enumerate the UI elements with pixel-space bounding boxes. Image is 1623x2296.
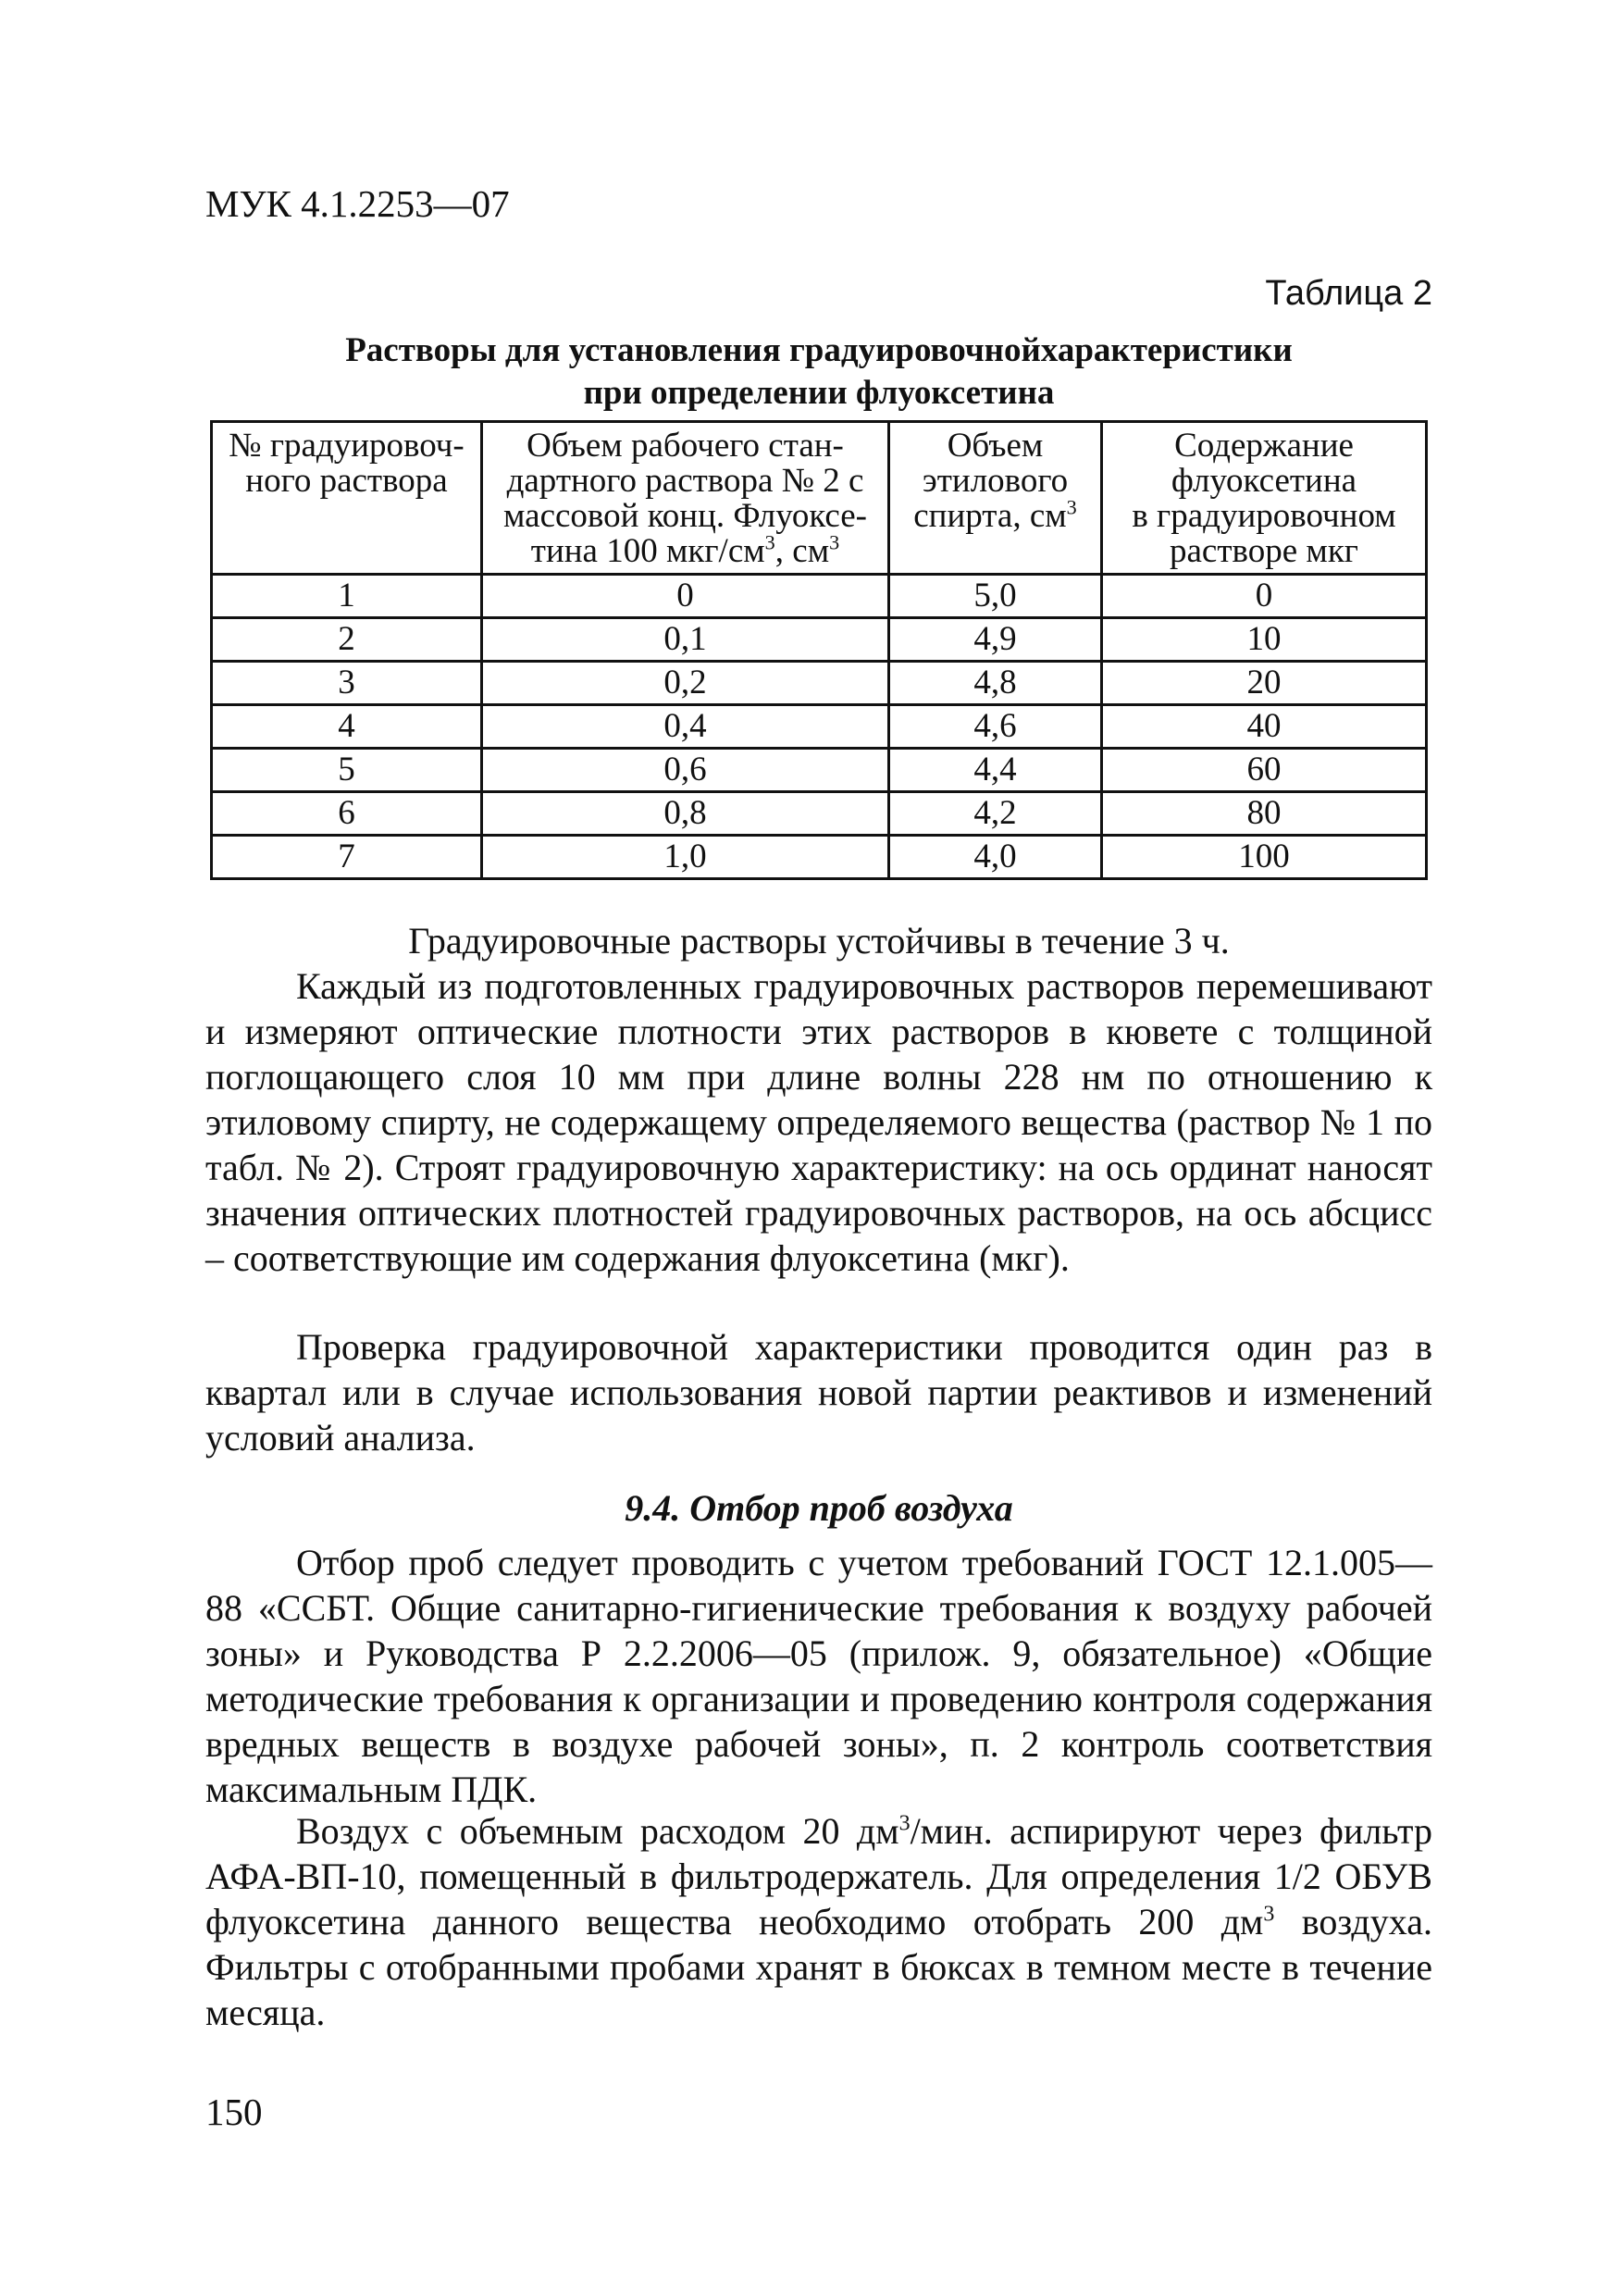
table-cell: 60: [1102, 749, 1427, 792]
table-cell: 1,0: [482, 836, 889, 879]
section-title: 9.4. Отбор проб воздуха: [625, 1487, 1013, 1529]
table-cell: 4,9: [889, 618, 1102, 662]
table-cell: 10: [1102, 618, 1427, 662]
table-cell: 6: [212, 792, 482, 836]
table-cell: 7: [212, 836, 482, 879]
table-label: Таблица 2: [1265, 274, 1432, 313]
paragraph-sampling-requirements: Отбор проб следует проводить с учетом требований ГОСТ 12.1.005—88 «ССБТ. Общие санитарно-гигиенические требования к воздуху рабочей зоны» и Руководства Р 2.2.2006—05 (прилож. 9, обязательное) «Общие методические требования к организации и проведению контроля содержания вредных веществ в воздухе рабочей зоны», п. 2 контроль соответствия максимальным ПДК.: [205, 1542, 1432, 1810]
document-code: МУК 4.1.2253—07: [205, 182, 510, 225]
table-cell: 4,4: [889, 749, 1102, 792]
header-ethanol-volume: Объем этилового спирта, $см^3$: [889, 422, 1102, 575]
table-cell: 80: [1102, 792, 1427, 836]
header-fluoxetine-content: Содержание флуоксетина в градуировочном растворе мкг: [1102, 422, 1427, 575]
page-number: 150: [205, 2091, 263, 2133]
header-standard-volume: Объем рабочего стан- дартного раствора № 2 с массовой конц. Флуоксе- тина 100 мкг/$см^3$, $см^3$: [482, 422, 889, 575]
table-row: [212, 618, 1427, 662]
table-cell: 5,0: [889, 575, 1102, 618]
table-cell: 4,0: [889, 836, 1102, 879]
table-cell: 2: [212, 618, 482, 662]
table-cell: 100: [1102, 836, 1427, 879]
table-cell: 4,6: [889, 705, 1102, 749]
paragraph-measurement: Каждый из подготовленных градуировочных растворов перемешивают и измеряют оптические плотности этих растворов в кювете с толщиной поглощающего слоя 10 мм при длине волны 228 нм по отношению к этиловому спирту, не содержащему определяемого вещества (раствор № 1 по табл. № 2). Строят градуировочную характеристику: на ось ординат наносят значения оптических плотностей градуировочных растворов, на ось абсцисс – соответствующие им содержания флуоксетина (мкг).: [205, 965, 1432, 1279]
table-cell: 4: [212, 705, 482, 749]
table-row: [212, 575, 1427, 618]
header-solution-number: № градуировоч- ного раствора: [212, 422, 482, 575]
paragraph-verification: Проверка градуировочной характеристики проводится один раз в квартал или в случае использования новой партии реактивов и изменений условий анализа.: [205, 1326, 1432, 1458]
table-cell: 0,1: [482, 618, 889, 662]
table-title-line-2: при определении флуоксетина: [583, 374, 1055, 412]
table-cell: 4,2: [889, 792, 1102, 836]
table-row: [212, 705, 1427, 749]
table-cell: 5: [212, 749, 482, 792]
table-cell: 0,6: [482, 749, 889, 792]
table-row: [212, 749, 1427, 792]
table-cell: 0: [482, 575, 889, 618]
table-title: [205, 329, 1432, 415]
table-row: [212, 792, 1427, 836]
table-title-line-1: Растворы для установления градуировочнойхарактеристики: [345, 331, 1293, 369]
calibration-table: [210, 420, 1428, 880]
table-body: [212, 575, 1427, 879]
table-row: [212, 836, 1427, 879]
table-cell: 0,4: [482, 705, 889, 749]
table-cell: 0,2: [482, 662, 889, 705]
table-cell: 4,8: [889, 662, 1102, 705]
paragraph-air-sampling: Воздух с объемным расходом 20 $дм^3$/мин. аспирируют через фильтр АФА-ВП-10, помещенный в фильтродержатель. Для определения 1/2 ОБУВ флуоксетина данного вещества необходимо отобрать 200 $дм^3$ воздуха. Фильтры с отобранными пробами хранят в бюксах в темном месте в течение месяца.: [205, 1810, 1432, 2033]
table-cell: 20: [1102, 662, 1427, 705]
paragraph-stability: Градуировочные растворы устойчивы в течение 3 ч.: [408, 920, 1230, 962]
table-cell: 0,8: [482, 792, 889, 836]
table-cell: 0: [1102, 575, 1427, 618]
table-cell: 40: [1102, 705, 1427, 749]
table-cell: 3: [212, 662, 482, 705]
table-header-row: [212, 422, 1427, 575]
table-row: [212, 662, 1427, 705]
table-cell: 1: [212, 575, 482, 618]
